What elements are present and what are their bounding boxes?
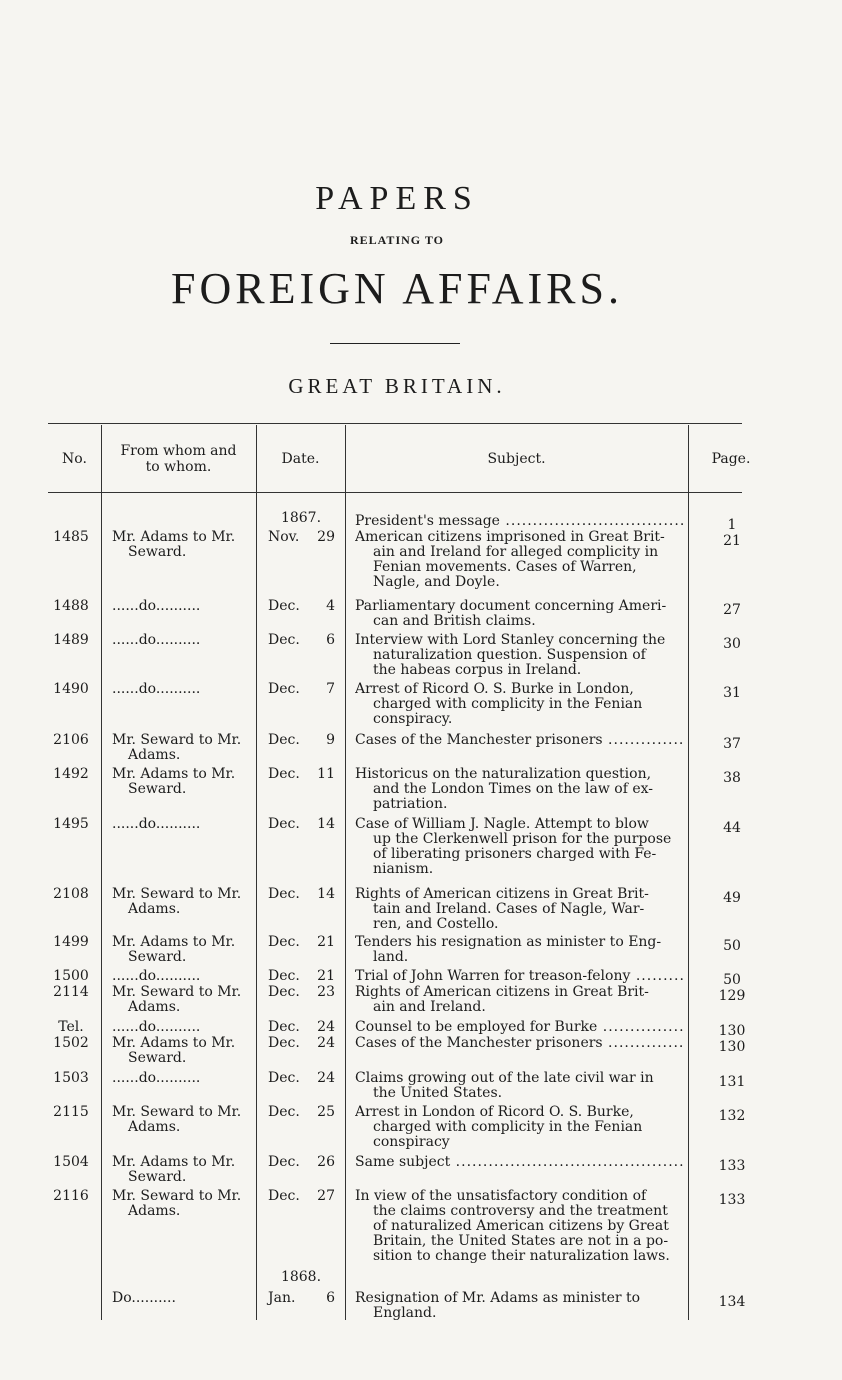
row-from-to <box>112 599 252 614</box>
subject-line: Rights of American citizens in Great Brit- <box>355 887 649 902</box>
row-page: 50 <box>723 972 741 988</box>
subject-line: Historicus on the naturalization question, <box>355 767 652 782</box>
row-page: 133 <box>718 1192 746 1208</box>
subject-line: Fenian movements. Cases of Warren, <box>373 560 637 575</box>
header-page: Page. <box>711 450 751 467</box>
subject-line: England. <box>373 1306 437 1321</box>
from-to-line: Do.......... <box>112 1290 176 1306</box>
header-from-line1: From whom and <box>120 442 237 459</box>
row-page: 21 <box>723 533 741 549</box>
row-subject <box>355 767 683 812</box>
from-to-line: Seward. <box>128 544 187 560</box>
table-header-rule <box>48 492 742 493</box>
subject-line: naturalization question. Suspension of <box>373 648 646 663</box>
row-subject <box>355 1155 683 1170</box>
subject-line: conspiracy. <box>373 712 453 727</box>
row-month: Dec. <box>268 1035 300 1051</box>
row-day: 24 <box>317 1070 335 1086</box>
row-number: 1492 <box>53 766 89 782</box>
subject-line: of naturalized American citizens by Great <box>373 1219 669 1234</box>
row-number: Tel. <box>58 1019 84 1035</box>
from-to-line: Adams. <box>128 1203 181 1219</box>
subject-line: charged with complicity in the Fenian <box>373 697 643 712</box>
year-1868: 1868. <box>280 1269 322 1285</box>
row-month: Dec. <box>268 1188 300 1204</box>
title-papers: PAPERS <box>315 180 479 217</box>
from-to-line: ......do.......... <box>112 816 201 832</box>
from-to-line: Adams. <box>128 999 181 1015</box>
subject-line: Cases of the Manchester prisoners ..... <box>355 733 683 748</box>
row-day: 11 <box>317 766 335 782</box>
row-page: 49 <box>723 890 741 906</box>
subject-line: up the Clerkenwell prison for the purpose <box>373 832 672 847</box>
from-to-line: Mr. Adams to Mr. <box>112 529 236 545</box>
from-to-line: Mr. Seward to Mr. <box>112 1104 242 1120</box>
row-from-to <box>112 733 252 763</box>
row-number: 1502 <box>53 1035 89 1051</box>
subject-line: sition to change their naturalization laws. <box>373 1249 670 1264</box>
subject-line: Rights of American citizens in Great Brit- <box>355 985 649 1000</box>
row-page: 134 <box>718 1294 746 1310</box>
row-month: Dec. <box>268 632 300 648</box>
row-number: 1489 <box>53 632 89 648</box>
row-number: 1488 <box>53 598 89 614</box>
row-subject <box>355 969 683 984</box>
row-month: Dec. <box>268 886 300 902</box>
row-subject <box>355 1189 683 1264</box>
row-subject <box>355 887 683 932</box>
row-page: 130 <box>718 1039 746 1055</box>
row-subject <box>355 1020 683 1035</box>
row-from-to <box>112 887 252 917</box>
row-month: Dec. <box>268 766 300 782</box>
subject-line: President's message ..... <box>355 514 683 529</box>
subject-line: Same subject ..... <box>355 1155 683 1170</box>
row-subject <box>355 514 683 529</box>
row-day: 24 <box>317 1035 335 1051</box>
row-from-to <box>112 1071 252 1086</box>
row-page: 131 <box>718 1074 746 1090</box>
column-divider <box>345 425 346 1320</box>
row-day: 24 <box>317 1019 335 1035</box>
row-month: Dec. <box>268 1070 300 1086</box>
subject-line: Interview with Lord Stanley concerning the <box>355 633 666 648</box>
row-number: 1485 <box>53 529 89 545</box>
from-to-line: Adams. <box>128 901 181 917</box>
row-number: 1495 <box>53 816 89 832</box>
from-to-line: Seward. <box>128 949 187 965</box>
row-page: 133 <box>718 1158 746 1174</box>
subject-line: the United States. <box>373 1086 503 1101</box>
subject-line: Case of William J. Nagle. Attempt to blow <box>355 817 649 832</box>
subject-line: Trial of John Warren for treason-felony ..... <box>355 969 683 984</box>
subject-line: Cases of the Manchester prisoners ..... <box>355 1036 683 1051</box>
row-month: Dec. <box>268 816 300 832</box>
row-number: 2115 <box>53 1104 89 1120</box>
row-page: 129 <box>718 988 746 1004</box>
row-day: 26 <box>317 1154 335 1170</box>
row-month: Dec. <box>268 934 300 950</box>
from-to-line: Mr. Seward to Mr. <box>112 732 242 748</box>
subject-line: nianism. <box>373 862 434 877</box>
title-divider <box>330 343 460 344</box>
row-day: 9 <box>326 732 335 748</box>
header-date: Date. <box>281 450 320 467</box>
row-day: 23 <box>317 984 335 1000</box>
row-subject <box>355 985 683 1015</box>
year-1867: 1867. <box>280 510 322 526</box>
from-to-line: ......do.......... <box>112 1019 201 1035</box>
from-to-line: Mr. Seward to Mr. <box>112 1188 242 1204</box>
row-from-to <box>112 633 252 648</box>
from-to-line: ......do.......... <box>112 968 201 984</box>
subject-line: charged with complicity in the Fenian <box>373 1120 643 1135</box>
row-day: 14 <box>317 886 335 902</box>
row-number: 2108 <box>53 886 89 902</box>
row-number: 2106 <box>53 732 89 748</box>
row-subject <box>355 733 683 748</box>
row-page: 44 <box>723 820 741 836</box>
from-to-line: Adams. <box>128 747 181 763</box>
title-foreign-affairs: FOREIGN AFFAIRS. <box>171 264 623 313</box>
row-page: 30 <box>723 636 741 652</box>
row-number: 1500 <box>53 968 89 984</box>
subject-line: Claims growing out of the late civil war in <box>355 1071 654 1086</box>
subject-line: Arrest in London of Ricord O. S. Burke, <box>355 1105 634 1120</box>
row-from-to <box>112 935 252 965</box>
title-relating-to: RELATING TO <box>349 233 445 247</box>
from-to-line: Seward. <box>128 1050 187 1066</box>
row-day: 4 <box>326 598 335 614</box>
row-page: 132 <box>718 1108 746 1124</box>
row-month: Dec. <box>268 984 300 1000</box>
row-from-to <box>112 1189 252 1219</box>
column-divider <box>256 425 257 1320</box>
row-from-to <box>112 1020 252 1035</box>
row-subject <box>355 1036 683 1051</box>
from-to-line: Seward. <box>128 1169 187 1185</box>
row-number: 1499 <box>53 934 89 950</box>
row-from-to <box>112 969 252 984</box>
from-to-line: Mr. Adams to Mr. <box>112 1154 236 1170</box>
country-heading: GREAT BRITAIN. <box>288 374 506 398</box>
from-to-line: ......do.......... <box>112 632 201 648</box>
header-from-line2: to whom. <box>145 458 212 475</box>
row-month: Jan. <box>268 1290 296 1306</box>
from-to-line: Mr. Seward to Mr. <box>112 886 242 902</box>
row-subject <box>355 633 683 678</box>
row-day: 6 <box>326 632 335 648</box>
row-subject <box>355 935 683 965</box>
subject-line: can and British claims. <box>373 614 536 629</box>
row-from-to <box>112 1291 252 1306</box>
row-page: 1 <box>727 517 737 533</box>
subject-line: the claims controversy and the treatment <box>373 1204 668 1219</box>
row-subject <box>355 1291 683 1321</box>
row-number: 1503 <box>53 1070 89 1086</box>
header-subject: Subject. <box>487 450 546 467</box>
from-to-line: Mr. Seward to Mr. <box>112 984 242 1000</box>
row-number: 1490 <box>53 681 89 697</box>
subject-line: ren, and Costello. <box>373 917 499 932</box>
from-to-line: Seward. <box>128 781 187 797</box>
from-to-line: ......do.......... <box>112 681 201 697</box>
column-divider <box>688 425 689 1320</box>
subject-line: In view of the unsatisfactory condition of <box>355 1189 647 1204</box>
row-from-to <box>112 1155 252 1185</box>
subject-line: the habeas corpus in Ireland. <box>373 663 582 678</box>
subject-line: ain and Ireland. <box>373 1000 486 1015</box>
from-to-line: Mr. Adams to Mr. <box>112 766 236 782</box>
row-page: 38 <box>723 770 741 786</box>
subject-line: Resignation of Mr. Adams as minister to <box>355 1291 641 1306</box>
row-page: 37 <box>723 736 741 752</box>
row-page: 50 <box>723 938 741 954</box>
subject-line: Nagle, and Doyle. <box>373 575 500 590</box>
from-to-line: Adams. <box>128 1119 181 1135</box>
row-subject <box>355 1105 683 1150</box>
row-subject <box>355 682 683 727</box>
row-from-to <box>112 682 252 697</box>
row-day: 27 <box>317 1188 335 1204</box>
from-to-line: Mr. Adams to Mr. <box>112 1035 236 1051</box>
row-page: 130 <box>718 1023 746 1039</box>
row-month: Dec. <box>268 968 300 984</box>
subject-line: tain and Ireland. Cases of Nagle, War- <box>373 902 645 917</box>
row-day: 7 <box>326 681 335 697</box>
row-day: 14 <box>317 816 335 832</box>
subject-line: Parliamentary document concerning Ameri- <box>355 599 667 614</box>
row-subject <box>355 599 683 629</box>
row-month: Dec. <box>268 1154 300 1170</box>
from-to-line: ......do.......... <box>112 598 201 614</box>
subject-line: patriation. <box>373 797 448 812</box>
row-day: 29 <box>317 529 335 545</box>
header-from-to <box>101 425 256 492</box>
row-subject <box>355 817 683 877</box>
row-number: 1504 <box>53 1154 89 1170</box>
subject-line: American citizens imprisoned in Great Brit- <box>355 530 665 545</box>
from-to-line: Mr. Adams to Mr. <box>112 934 236 950</box>
subject-line: of liberating prisoners charged with Fe- <box>373 847 657 862</box>
subject-line: conspiracy <box>373 1135 450 1150</box>
subject-line: Arrest of Ricord O. S. Burke in London, <box>355 682 634 697</box>
column-divider <box>101 425 102 1320</box>
row-day: 25 <box>317 1104 335 1120</box>
header-no: No. <box>62 450 87 467</box>
subject-line: and the London Times on the law of ex- <box>373 782 654 797</box>
row-number: 2116 <box>53 1188 89 1204</box>
row-number: 2114 <box>53 984 89 1000</box>
subject-line: land. <box>373 950 409 965</box>
from-to-line: ......do.......... <box>112 1070 201 1086</box>
subject-line: Tenders his resignation as minister to Eng- <box>355 935 662 950</box>
row-from-to <box>112 817 252 832</box>
row-from-to <box>112 1105 252 1135</box>
table-top-rule <box>48 423 742 424</box>
row-month: Dec. <box>268 1104 300 1120</box>
row-from-to <box>112 985 252 1015</box>
row-from-to <box>112 767 252 797</box>
row-day: 21 <box>317 968 335 984</box>
row-month: Dec. <box>268 598 300 614</box>
row-subject <box>355 1071 683 1101</box>
row-day: 6 <box>326 1290 335 1306</box>
row-from-to <box>112 1036 252 1066</box>
row-month: Dec. <box>268 732 300 748</box>
row-subject <box>355 530 683 590</box>
row-page: 31 <box>723 685 741 701</box>
row-page: 27 <box>723 602 741 618</box>
row-day: 21 <box>317 934 335 950</box>
row-from-to <box>112 530 252 560</box>
subject-line: Britain, the United States are not in a po- <box>373 1234 669 1249</box>
row-month: Dec. <box>268 1019 300 1035</box>
subject-line: Counsel to be employed for Burke ..... <box>355 1020 683 1035</box>
row-month: Nov. <box>268 529 300 545</box>
subject-line: ain and Ireland for alleged complicity in <box>373 545 659 560</box>
row-month: Dec. <box>268 681 300 697</box>
